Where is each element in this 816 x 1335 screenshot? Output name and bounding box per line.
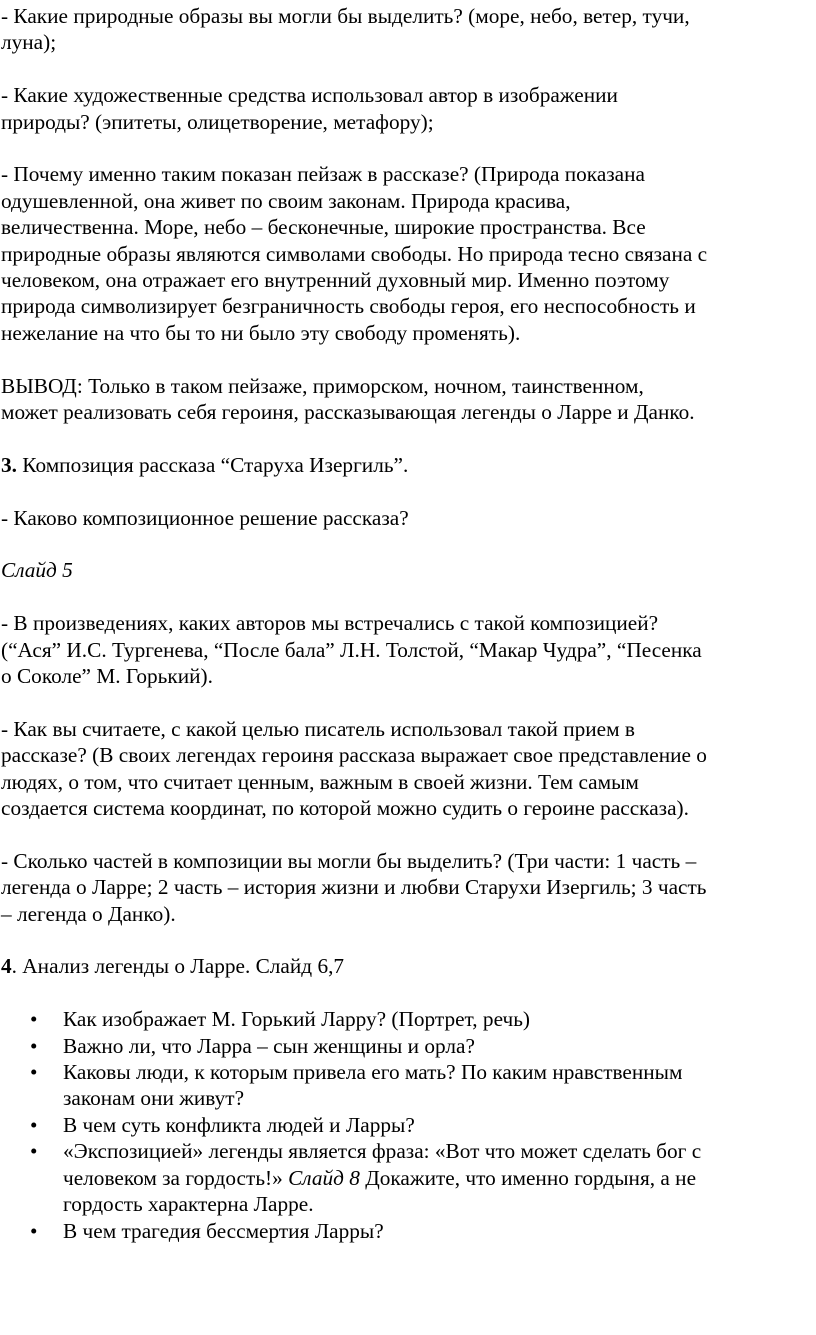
text-line: (“Ася” И.С. Тургенева, “После бала” Л.Н. Толстой, “Макар Чудра”, “Песенка [1, 637, 702, 662]
text-line: гордость характерна Ларре. [63, 1192, 314, 1217]
text-line: создается система координат, по которой можно судить о героине рассказа). [1, 796, 689, 821]
text-line: людях, о том, что считает ценным, важным в своей жизни. Тем самым [1, 769, 639, 794]
question-paragraph [1, 3, 816, 56]
text-line [63, 1165, 816, 1191]
text-line: природные образы являются символами свободы. Но природа тесно связана с [1, 241, 708, 266]
section-number: 3. [1, 452, 17, 477]
conclusion-paragraph [1, 373, 816, 426]
question-paragraph [1, 505, 816, 531]
text-line: нежелание на что бы то ни было эту свободу променять). [1, 320, 521, 345]
bullet-icon: • [30, 1139, 38, 1164]
question-paragraph [1, 610, 816, 689]
section-title: . Анализ легенды о Ларре. Слайд 6,7 [11, 954, 345, 979]
bullet-icon: • [30, 1112, 38, 1137]
question-list [1, 1006, 816, 1244]
list-item [1, 1218, 816, 1244]
text-line: - Какие природные образы вы могли бы выделить? (море, небо, ветер, тучи, [1, 4, 690, 28]
text-line: В чем суть конфликта людей и Ларры? [63, 1112, 415, 1137]
text-line: - Какие художественные средства использовал автор в изображении [1, 83, 618, 108]
text-line: о Соколе” М. Горький). [1, 664, 213, 689]
text-segment: человеком за гордость!» [63, 1165, 289, 1190]
section-heading-3 [1, 452, 816, 478]
text-line: - В произведениях, каких авторов мы встречались с такой композицией? [1, 611, 659, 636]
section-number: 4 [1, 954, 12, 979]
list-item [1, 1112, 816, 1138]
text-line: рассказе? (В своих легендах героиня рассказа выражает свое представление о [1, 743, 707, 768]
bullet-icon: • [30, 1060, 38, 1085]
list-item [1, 1059, 816, 1112]
text-line: Как изображает М. Горький Ларру? (Портрет, речь) [63, 1007, 531, 1032]
text-line: одушевленной, она живет по своим законам. Природа красива, [1, 188, 571, 213]
text-line: может реализовать себя героиня, рассказывающая легенды о Ларре и Данко. [1, 400, 695, 425]
text-line: величественна. Море, небо – бесконечные, широкие пространства. Все [1, 215, 646, 240]
text-line: природы? (эпитеты, олицетворение, метафору); [1, 109, 434, 134]
text-line: – легенда о Данко). [1, 901, 176, 926]
list-item [1, 1006, 816, 1032]
list-item [1, 1138, 816, 1217]
text-line: луна); [1, 30, 57, 55]
text-line: - Как вы считаете, с какой целью писатель использовал такой прием в [1, 716, 635, 741]
bullet-icon: • [30, 1033, 38, 1058]
text-line: природа символизирует безграничность свободы героя, его неспособность и [1, 294, 696, 319]
text-line: Каковы люди, к которым привела его мать? По каким нравственным [63, 1060, 683, 1085]
section-title: Композиция рассказа “Старуха Изергиль”. [16, 452, 409, 477]
text-line: законам они живут? [63, 1086, 245, 1111]
section-heading-4 [1, 953, 816, 979]
text-line: Важно ли, что Ларра – сын женщины и орла? [63, 1033, 475, 1058]
text-line: «Экспозицией» легенды является фраза: «Вот что может сделать бог с [63, 1139, 702, 1164]
slide-reference: Слайд 8 [288, 1165, 360, 1190]
question-paragraph [1, 82, 816, 135]
slide-reference: Слайд 5 [1, 558, 73, 583]
bullet-icon: • [30, 1007, 38, 1032]
text-line: легенда о Ларре; 2 часть – история жизни и любви Старухи Изергиль; 3 часть [1, 875, 707, 900]
text-line: - Почему именно таким показан пейзаж в рассказе? (Природа показана [1, 162, 645, 187]
list-item [1, 1033, 816, 1059]
text-line: - Каково композиционное решение рассказа? [1, 505, 409, 530]
text-segment: Докажите, что именно гордыня, а не [359, 1165, 697, 1190]
text-line: В чем трагедия бессмертия Ларры? [63, 1218, 384, 1243]
question-paragraph [1, 848, 816, 927]
bullet-icon: • [30, 1218, 38, 1243]
text-line: ВЫВОД: Только в таком пейзаже, приморском, ночном, таинственном, [1, 373, 644, 398]
text-line: - Сколько частей в композиции вы могли бы выделить? (Три части: 1 часть – [1, 848, 697, 873]
question-paragraph [1, 716, 816, 822]
question-paragraph [1, 161, 816, 346]
text-line: человеком, она отражает его внутренний духовный мир. Именно поэтому [1, 268, 670, 293]
